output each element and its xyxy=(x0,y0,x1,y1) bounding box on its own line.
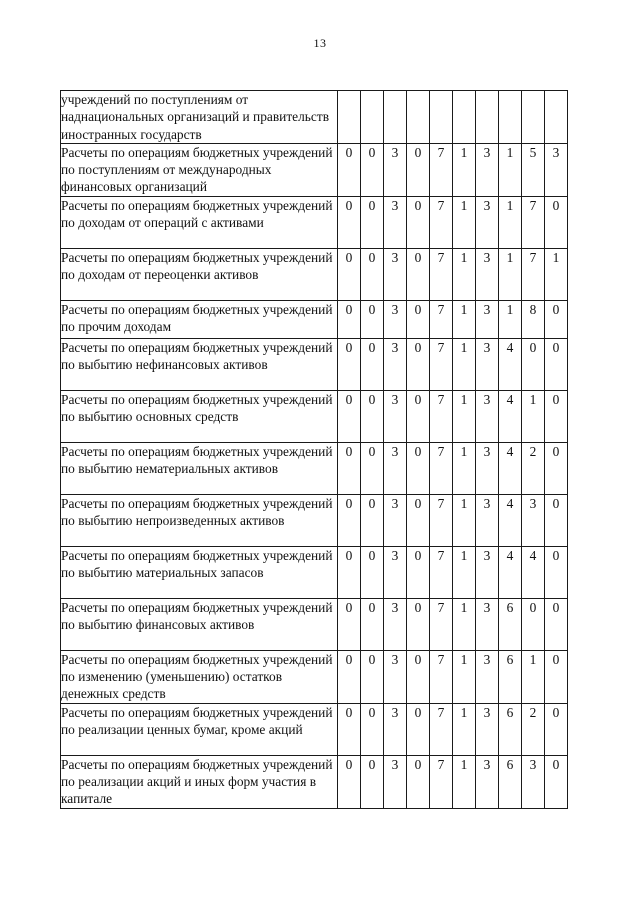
account-code-digit-cell: 0 xyxy=(338,196,361,248)
account-code-digit-cell: 0 xyxy=(407,300,430,338)
table-row xyxy=(61,598,568,650)
account-description-cell: Расчеты по операциям бюджетных учреждений по реализации акций и иных форм участия в капитале xyxy=(61,755,338,808)
account-code-digit-cell: 1 xyxy=(453,300,476,338)
account-code-digit-cell: 0 xyxy=(545,650,568,703)
account-code-digit-cell: 7 xyxy=(522,248,545,300)
account-code-digit-cell: 3 xyxy=(476,390,499,442)
account-code-digit-cell xyxy=(430,91,453,144)
account-code-digit-cell: 3 xyxy=(384,196,407,248)
table-row xyxy=(61,338,568,390)
account-code-digit-cell: 6 xyxy=(499,598,522,650)
account-code-digit-cell: 0 xyxy=(361,196,384,248)
account-code-digit-cell: 1 xyxy=(453,338,476,390)
account-code-digit-cell: 1 xyxy=(499,300,522,338)
account-code-digit-cell: 1 xyxy=(453,390,476,442)
account-code-digit-cell: 3 xyxy=(476,248,499,300)
account-code-digit-cell: 0 xyxy=(361,442,384,494)
account-code-digit-cell: 3 xyxy=(545,143,568,196)
account-code-digit-cell: 0 xyxy=(545,546,568,598)
account-code-digit-cell: 4 xyxy=(499,546,522,598)
account-code-digit-cell: 3 xyxy=(476,300,499,338)
account-code-digit-cell: 5 xyxy=(522,143,545,196)
account-code-digit-cell xyxy=(338,91,361,144)
account-description-cell: Расчеты по операциям бюджетных учреждений по выбытию основных средств xyxy=(61,390,338,442)
account-description-cell: Расчеты по операциям бюджетных учреждений по доходам от операций с активами xyxy=(61,196,338,248)
account-code-digit-cell: 3 xyxy=(476,196,499,248)
account-code-digit-cell: 1 xyxy=(453,442,476,494)
account-code-digit-cell: 0 xyxy=(407,546,430,598)
account-description-cell: Расчеты по операциям бюджетных учреждений по выбытию материальных запасов xyxy=(61,546,338,598)
account-code-digit-cell: 3 xyxy=(384,755,407,808)
table-row xyxy=(61,755,568,808)
account-code-digit-cell: 0 xyxy=(361,650,384,703)
table-row xyxy=(61,703,568,755)
account-code-digit-cell: 7 xyxy=(430,248,453,300)
account-description-cell: Расчеты по операциям бюджетных учреждений по выбытию нефинансовых активов xyxy=(61,338,338,390)
account-code-digit-cell: 7 xyxy=(430,143,453,196)
account-code-digit-cell: 1 xyxy=(499,143,522,196)
account-code-digit-cell: 3 xyxy=(476,755,499,808)
account-code-digit-cell: 0 xyxy=(407,248,430,300)
account-code-digit-cell: 0 xyxy=(361,546,384,598)
account-code-digit-cell: 3 xyxy=(522,755,545,808)
account-code-digit-cell: 0 xyxy=(338,546,361,598)
account-code-digit-cell: 0 xyxy=(361,338,384,390)
account-code-digit-cell: 7 xyxy=(430,196,453,248)
account-code-digit-cell: 3 xyxy=(476,338,499,390)
account-code-digit-cell: 7 xyxy=(430,650,453,703)
account-description-cell: Расчеты по операциям бюджетных учреждений по поступлениям от международных финансовых организаций xyxy=(61,143,338,196)
account-code-digit-cell: 0 xyxy=(338,755,361,808)
account-code-digit-cell xyxy=(361,91,384,144)
account-code-digit-cell: 0 xyxy=(407,650,430,703)
account-code-digit-cell: 0 xyxy=(338,248,361,300)
page-number: 13 xyxy=(313,36,327,50)
account-code-digit-cell xyxy=(499,91,522,144)
account-code-digit-cell: 0 xyxy=(407,598,430,650)
account-code-digit-cell: 3 xyxy=(476,442,499,494)
account-description-cell: учреждений по поступлениям от наднациональных организаций и правительств иностранных государств xyxy=(61,91,338,144)
table-row xyxy=(61,390,568,442)
account-code-digit-cell: 7 xyxy=(430,494,453,546)
account-code-digit-cell: 0 xyxy=(338,442,361,494)
account-code-digit-cell: 4 xyxy=(499,442,522,494)
account-code-digit-cell: 1 xyxy=(545,248,568,300)
account-code-digit-cell: 3 xyxy=(384,300,407,338)
account-code-digit-cell: 0 xyxy=(407,494,430,546)
account-codes-table xyxy=(60,90,568,809)
account-code-digit-cell: 0 xyxy=(361,703,384,755)
account-code-digit-cell: 3 xyxy=(476,650,499,703)
account-code-digit-cell: 3 xyxy=(384,494,407,546)
account-code-digit-cell: 0 xyxy=(338,650,361,703)
table-row xyxy=(61,442,568,494)
account-code-digit-cell: 0 xyxy=(361,598,384,650)
account-code-digit-cell: 3 xyxy=(476,598,499,650)
account-code-digit-cell xyxy=(453,91,476,144)
account-code-digit-cell xyxy=(522,91,545,144)
account-code-digit-cell: 1 xyxy=(453,143,476,196)
account-code-digit-cell: 0 xyxy=(361,755,384,808)
account-code-digit-cell: 6 xyxy=(499,703,522,755)
account-code-digit-cell: 0 xyxy=(338,390,361,442)
account-code-digit-cell: 0 xyxy=(522,598,545,650)
account-code-digit-cell: 1 xyxy=(453,494,476,546)
account-code-digit-cell: 0 xyxy=(407,143,430,196)
account-code-digit-cell: 7 xyxy=(430,755,453,808)
account-code-digit-cell: 3 xyxy=(384,703,407,755)
account-code-digit-cell: 7 xyxy=(430,703,453,755)
account-code-digit-cell: 0 xyxy=(407,390,430,442)
account-description-cell: Расчеты по операциям бюджетных учреждений по реализации ценных бумаг, кроме акций xyxy=(61,703,338,755)
account-code-digit-cell: 7 xyxy=(430,338,453,390)
account-code-digit-cell xyxy=(545,91,568,144)
table-row xyxy=(61,494,568,546)
account-code-digit-cell: 0 xyxy=(545,300,568,338)
account-codes-table-body xyxy=(61,91,568,809)
account-code-digit-cell: 1 xyxy=(453,703,476,755)
account-code-digit-cell: 7 xyxy=(430,546,453,598)
account-code-digit-cell: 3 xyxy=(476,546,499,598)
account-code-digit-cell: 0 xyxy=(361,143,384,196)
account-code-digit-cell: 3 xyxy=(384,546,407,598)
account-code-digit-cell: 0 xyxy=(545,494,568,546)
account-code-digit-cell: 1 xyxy=(499,196,522,248)
account-description-cell: Расчеты по операциям бюджетных учреждений по изменению (уменьшению) остатков денежных средств xyxy=(61,650,338,703)
account-code-digit-cell: 1 xyxy=(453,598,476,650)
account-code-digit-cell: 0 xyxy=(407,442,430,494)
account-code-digit-cell: 2 xyxy=(522,703,545,755)
account-code-digit-cell: 0 xyxy=(545,390,568,442)
account-code-digit-cell: 1 xyxy=(453,650,476,703)
account-code-digit-cell: 3 xyxy=(384,248,407,300)
account-code-digit-cell: 1 xyxy=(522,390,545,442)
account-code-digit-cell: 0 xyxy=(407,196,430,248)
account-code-digit-cell: 0 xyxy=(361,390,384,442)
table-row xyxy=(61,91,568,144)
table-row xyxy=(61,300,568,338)
table-row xyxy=(61,650,568,703)
account-description-cell: Расчеты по операциям бюджетных учреждений по выбытию нематериальных активов xyxy=(61,442,338,494)
account-code-digit-cell: 1 xyxy=(453,546,476,598)
account-description-cell: Расчеты по операциям бюджетных учреждений по прочим доходам xyxy=(61,300,338,338)
account-code-digit-cell xyxy=(384,91,407,144)
account-description-cell: Расчеты по операциям бюджетных учреждений по доходам от переоценки активов xyxy=(61,248,338,300)
account-code-digit-cell: 0 xyxy=(361,494,384,546)
account-code-digit-cell: 0 xyxy=(338,338,361,390)
account-code-digit-cell: 0 xyxy=(545,196,568,248)
account-code-digit-cell: 0 xyxy=(338,300,361,338)
account-code-digit-cell: 0 xyxy=(545,703,568,755)
account-code-digit-cell: 6 xyxy=(499,650,522,703)
account-code-digit-cell: 1 xyxy=(522,650,545,703)
table-row xyxy=(61,546,568,598)
account-code-digit-cell: 7 xyxy=(430,598,453,650)
account-code-digit-cell: 4 xyxy=(499,494,522,546)
account-code-digit-cell: 0 xyxy=(338,703,361,755)
account-code-digit-cell: 1 xyxy=(453,755,476,808)
account-code-digit-cell xyxy=(407,91,430,144)
account-code-digit-cell: 0 xyxy=(545,338,568,390)
account-code-digit-cell xyxy=(476,91,499,144)
account-code-digit-cell: 6 xyxy=(499,755,522,808)
account-code-digit-cell: 3 xyxy=(476,494,499,546)
account-code-digit-cell: 3 xyxy=(384,650,407,703)
account-code-digit-cell: 7 xyxy=(522,196,545,248)
account-description-cell: Расчеты по операциям бюджетных учреждений по выбытию финансовых активов xyxy=(61,598,338,650)
account-code-digit-cell: 0 xyxy=(522,338,545,390)
account-code-digit-cell: 2 xyxy=(522,442,545,494)
account-code-digit-cell: 4 xyxy=(499,338,522,390)
account-code-digit-cell: 3 xyxy=(522,494,545,546)
account-code-digit-cell: 0 xyxy=(338,494,361,546)
account-code-digit-cell: 0 xyxy=(338,143,361,196)
account-code-digit-cell: 3 xyxy=(476,143,499,196)
account-code-digit-cell: 1 xyxy=(499,248,522,300)
account-code-digit-cell: 0 xyxy=(545,442,568,494)
account-code-digit-cell: 8 xyxy=(522,300,545,338)
account-code-digit-cell: 4 xyxy=(522,546,545,598)
account-description-cell: Расчеты по операциям бюджетных учреждений по выбытию непроизведенных активов xyxy=(61,494,338,546)
account-code-digit-cell: 3 xyxy=(384,390,407,442)
account-code-digit-cell: 3 xyxy=(384,598,407,650)
account-code-digit-cell: 0 xyxy=(407,338,430,390)
account-code-digit-cell: 0 xyxy=(407,755,430,808)
account-code-digit-cell: 7 xyxy=(430,442,453,494)
account-code-digit-cell: 0 xyxy=(545,598,568,650)
table-row xyxy=(61,143,568,196)
account-code-digit-cell: 7 xyxy=(430,390,453,442)
table-row xyxy=(61,248,568,300)
account-code-digit-cell: 0 xyxy=(407,703,430,755)
account-code-digit-cell: 0 xyxy=(338,598,361,650)
table-row xyxy=(61,196,568,248)
account-code-digit-cell: 7 xyxy=(430,300,453,338)
account-code-digit-cell: 1 xyxy=(453,248,476,300)
account-code-digit-cell: 0 xyxy=(545,755,568,808)
account-code-digit-cell: 3 xyxy=(384,442,407,494)
account-code-digit-cell: 3 xyxy=(384,338,407,390)
account-code-digit-cell: 3 xyxy=(476,703,499,755)
account-code-digit-cell: 0 xyxy=(361,248,384,300)
account-code-digit-cell: 4 xyxy=(499,390,522,442)
account-code-digit-cell: 0 xyxy=(361,300,384,338)
account-code-digit-cell: 3 xyxy=(384,143,407,196)
account-code-digit-cell: 1 xyxy=(453,196,476,248)
